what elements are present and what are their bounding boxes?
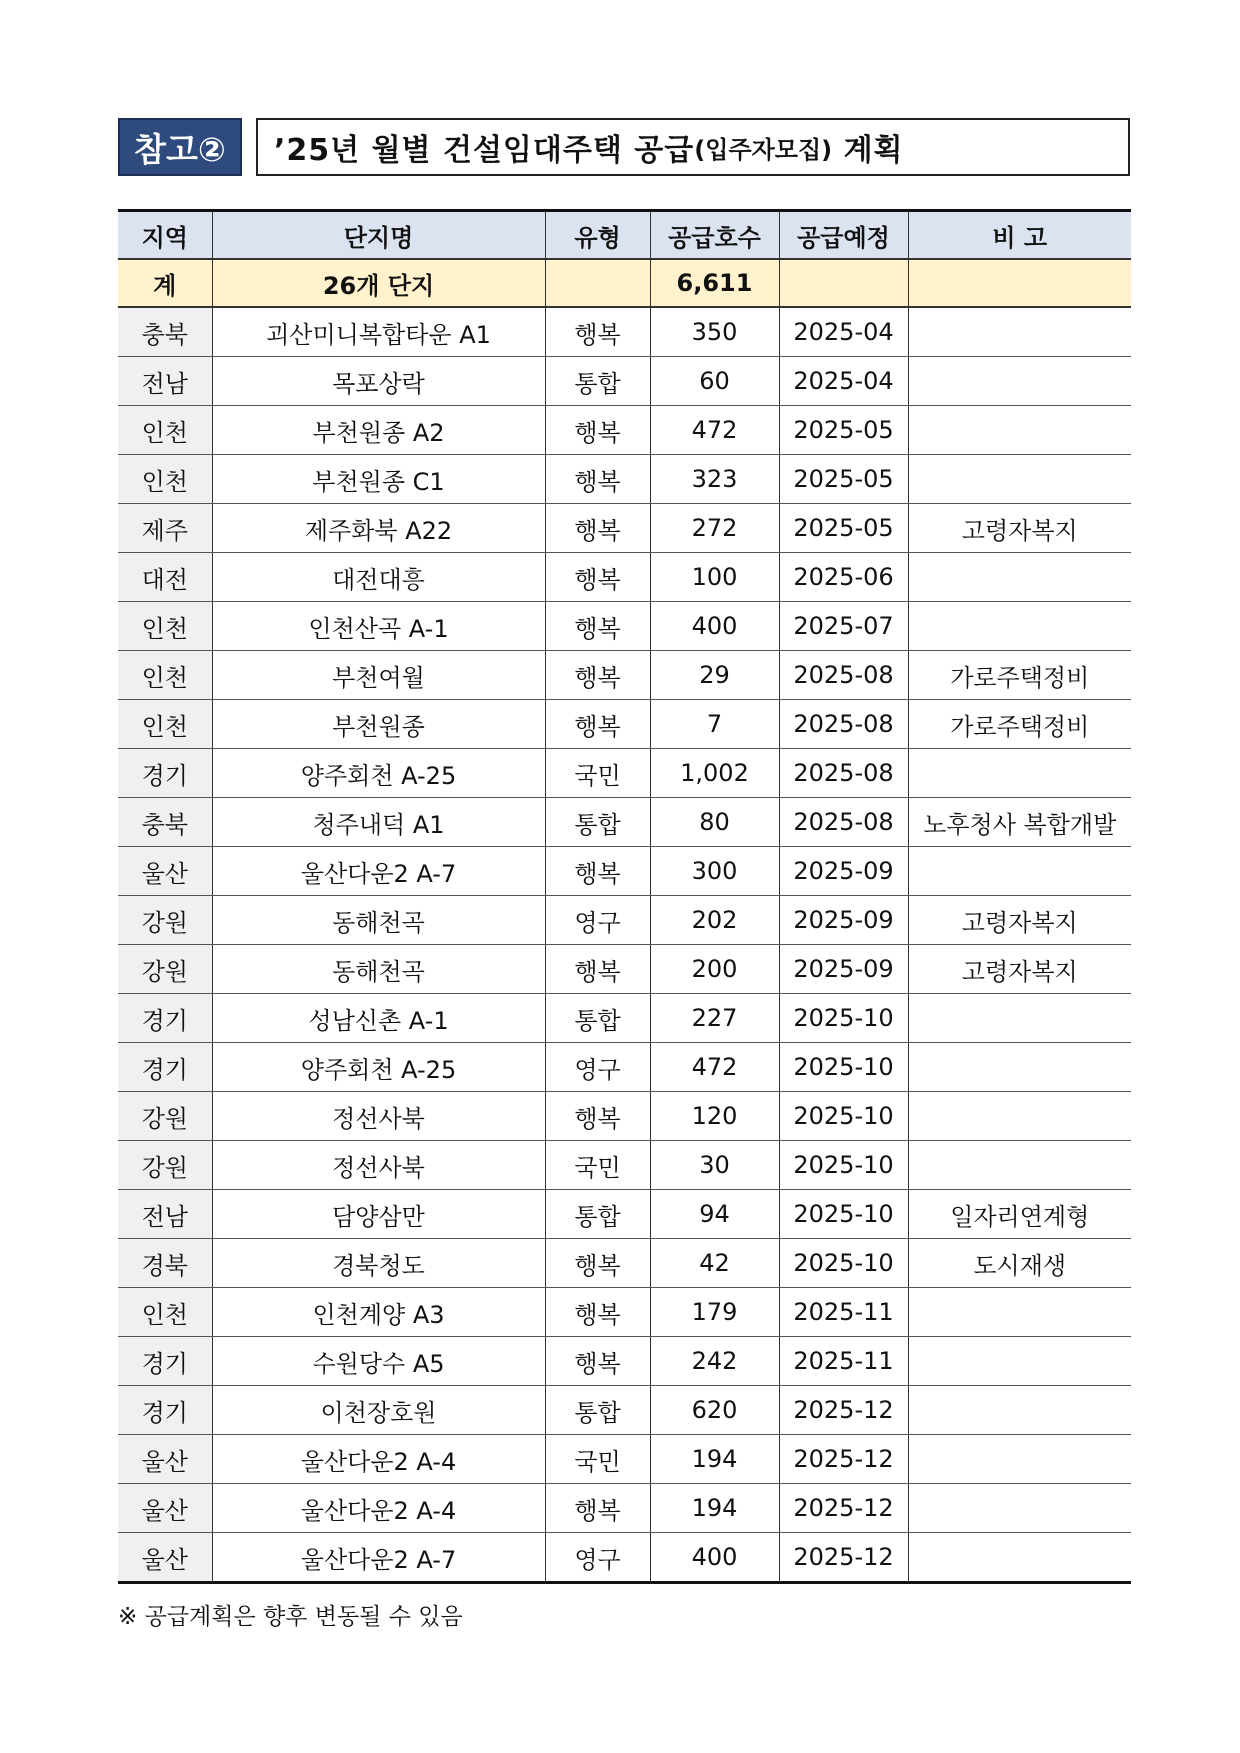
column-header-region: 지역: [118, 211, 212, 260]
date-cell: 2025-05: [779, 406, 908, 455]
units-cell: 194: [650, 1484, 779, 1533]
type-cell: 행복: [545, 1337, 650, 1386]
units-cell: 472: [650, 406, 779, 455]
complex-cell: 양주회천 A-25: [212, 749, 545, 798]
type-cell: 국민: [545, 1435, 650, 1484]
date-cell: 2025-04: [779, 357, 908, 406]
region-cell: 경북: [118, 1239, 212, 1288]
type-cell: 행복: [545, 307, 650, 357]
note-cell: [908, 357, 1131, 406]
date-cell: 2025-09: [779, 847, 908, 896]
units-cell: 242: [650, 1337, 779, 1386]
date-cell: 2025-05: [779, 455, 908, 504]
table-row: [118, 1043, 1131, 1092]
units-cell: 94: [650, 1190, 779, 1239]
note-cell: [908, 1484, 1131, 1533]
complex-cell: 대전대흥: [212, 553, 545, 602]
table-header-row: [118, 211, 1131, 260]
note-cell: 가로주택정비: [908, 700, 1131, 749]
total-row: [118, 259, 1131, 307]
region-cell: 전남: [118, 1190, 212, 1239]
units-cell: 400: [650, 1533, 779, 1583]
table-row: [118, 994, 1131, 1043]
units-cell: 300: [650, 847, 779, 896]
type-cell: 통합: [545, 1386, 650, 1435]
table-row: [118, 1484, 1131, 1533]
note-cell: 고령자복지: [908, 896, 1131, 945]
date-cell: 2025-10: [779, 994, 908, 1043]
note-cell: [908, 406, 1131, 455]
date-cell: 2025-04: [779, 307, 908, 357]
table-row: [118, 1435, 1131, 1484]
type-cell: 영구: [545, 896, 650, 945]
date-cell: 2025-07: [779, 602, 908, 651]
region-cell: 대전: [118, 553, 212, 602]
complex-cell: 정선사북: [212, 1092, 545, 1141]
units-cell: 472: [650, 1043, 779, 1092]
date-cell: 2025-11: [779, 1288, 908, 1337]
table-row: [118, 602, 1131, 651]
table-row: [118, 1141, 1131, 1190]
date-cell: 2025-05: [779, 504, 908, 553]
complex-cell: 괴산미니복합타운 A1: [212, 307, 545, 357]
note-cell: [908, 1435, 1131, 1484]
table-row: [118, 307, 1131, 357]
units-cell: 100: [650, 553, 779, 602]
units-cell: 400: [650, 602, 779, 651]
note-cell: [908, 847, 1131, 896]
note-cell: [908, 1288, 1131, 1337]
note-cell: [908, 1386, 1131, 1435]
table-row: [118, 700, 1131, 749]
complex-cell: 정선사북: [212, 1141, 545, 1190]
region-cell: 울산: [118, 1484, 212, 1533]
complex-cell: 부천원종: [212, 700, 545, 749]
complex-cell: 울산다운2 A-7: [212, 847, 545, 896]
column-header-complex: 단지명: [212, 211, 545, 260]
type-cell: 국민: [545, 749, 650, 798]
table-row: [118, 896, 1131, 945]
table-row: [118, 1092, 1131, 1141]
table-row: [118, 1533, 1131, 1583]
type-cell: 행복: [545, 406, 650, 455]
complex-cell: 이천장호원: [212, 1386, 545, 1435]
total-note: [908, 259, 1131, 307]
date-cell: 2025-08: [779, 651, 908, 700]
units-cell: 29: [650, 651, 779, 700]
table-row: [118, 406, 1131, 455]
date-cell: 2025-10: [779, 1239, 908, 1288]
units-cell: 30: [650, 1141, 779, 1190]
column-header-note: 비 고: [908, 211, 1131, 260]
note-cell: [908, 1337, 1131, 1386]
date-cell: 2025-12: [779, 1533, 908, 1583]
note-cell: 고령자복지: [908, 504, 1131, 553]
table-row: [118, 651, 1131, 700]
page-title-end: 계획: [832, 133, 904, 168]
complex-cell: 인천계양 A3: [212, 1288, 545, 1337]
note-cell: [908, 1533, 1131, 1583]
table-row: [118, 1386, 1131, 1435]
complex-cell: 울산다운2 A-7: [212, 1533, 545, 1583]
complex-cell: 부천여월: [212, 651, 545, 700]
units-cell: 227: [650, 994, 779, 1043]
date-cell: 2025-09: [779, 945, 908, 994]
complex-cell: 양주회천 A-25: [212, 1043, 545, 1092]
note-cell: [908, 1141, 1131, 1190]
table-row: [118, 1288, 1131, 1337]
note-cell: 도시재생: [908, 1239, 1131, 1288]
units-cell: 620: [650, 1386, 779, 1435]
units-cell: 272: [650, 504, 779, 553]
table-row: [118, 847, 1131, 896]
region-cell: 충북: [118, 798, 212, 847]
table-row: [118, 749, 1131, 798]
date-cell: 2025-12: [779, 1484, 908, 1533]
region-cell: 전남: [118, 357, 212, 406]
units-cell: 179: [650, 1288, 779, 1337]
page-title-sub: (입주자모집): [694, 135, 833, 164]
total-label: 계: [118, 259, 212, 307]
units-cell: 202: [650, 896, 779, 945]
region-cell: 경기: [118, 1337, 212, 1386]
complex-cell: 수원당수 A5: [212, 1337, 545, 1386]
region-cell: 경기: [118, 1043, 212, 1092]
date-cell: 2025-10: [779, 1141, 908, 1190]
region-cell: 울산: [118, 1435, 212, 1484]
date-cell: 2025-12: [779, 1386, 908, 1435]
complex-cell: 인천산곡 A-1: [212, 602, 545, 651]
type-cell: 국민: [545, 1141, 650, 1190]
complex-cell: 동해천곡: [212, 945, 545, 994]
reference-badge: 참고②: [118, 118, 242, 176]
complex-cell: 경북청도: [212, 1239, 545, 1288]
date-cell: 2025-06: [779, 553, 908, 602]
note-cell: [908, 749, 1131, 798]
note-cell: 노후청사 복합개발: [908, 798, 1131, 847]
date-cell: 2025-10: [779, 1043, 908, 1092]
units-cell: 80: [650, 798, 779, 847]
date-cell: 2025-09: [779, 896, 908, 945]
type-cell: 행복: [545, 1288, 650, 1337]
note-cell: [908, 994, 1131, 1043]
units-cell: 350: [650, 307, 779, 357]
table-row: [118, 357, 1131, 406]
note-cell: 가로주택정비: [908, 651, 1131, 700]
region-cell: 인천: [118, 455, 212, 504]
region-cell: 강원: [118, 1092, 212, 1141]
region-cell: 경기: [118, 994, 212, 1043]
date-cell: 2025-10: [779, 1190, 908, 1239]
date-cell: 2025-08: [779, 798, 908, 847]
total-type: [545, 259, 650, 307]
complex-cell: 부천원종 C1: [212, 455, 545, 504]
units-cell: 7: [650, 700, 779, 749]
units-cell: 200: [650, 945, 779, 994]
date-cell: 2025-08: [779, 700, 908, 749]
region-cell: 울산: [118, 1533, 212, 1583]
page-title: ’25년 월별 건설임대주택 공급: [274, 133, 695, 168]
complex-cell: 울산다운2 A-4: [212, 1484, 545, 1533]
total-date: [779, 259, 908, 307]
units-cell: 323: [650, 455, 779, 504]
type-cell: 통합: [545, 357, 650, 406]
complex-cell: 부천원종 A2: [212, 406, 545, 455]
table-row: [118, 553, 1131, 602]
units-cell: 60: [650, 357, 779, 406]
note-cell: [908, 602, 1131, 651]
type-cell: 행복: [545, 700, 650, 749]
region-cell: 인천: [118, 602, 212, 651]
region-cell: 강원: [118, 1141, 212, 1190]
complex-cell: 제주화북 A22: [212, 504, 545, 553]
region-cell: 인천: [118, 651, 212, 700]
note-cell: [908, 307, 1131, 357]
type-cell: 행복: [545, 602, 650, 651]
title-box: [256, 118, 1130, 176]
total-complex: 26개 단지: [212, 259, 545, 307]
date-cell: 2025-08: [779, 749, 908, 798]
note-cell: [908, 553, 1131, 602]
type-cell: 행복: [545, 504, 650, 553]
region-cell: 인천: [118, 406, 212, 455]
date-cell: 2025-11: [779, 1337, 908, 1386]
region-cell: 경기: [118, 1386, 212, 1435]
region-cell: 경기: [118, 749, 212, 798]
region-cell: 인천: [118, 1288, 212, 1337]
table-row: [118, 798, 1131, 847]
type-cell: 행복: [545, 1092, 650, 1141]
region-cell: 충북: [118, 307, 212, 357]
type-cell: 행복: [545, 553, 650, 602]
note-cell: [908, 1043, 1131, 1092]
note-cell: 고령자복지: [908, 945, 1131, 994]
note-cell: 일자리연계형: [908, 1190, 1131, 1239]
type-cell: 행복: [545, 945, 650, 994]
complex-cell: 담양삼만: [212, 1190, 545, 1239]
type-cell: 통합: [545, 798, 650, 847]
table-row: [118, 504, 1131, 553]
region-cell: 강원: [118, 945, 212, 994]
region-cell: 울산: [118, 847, 212, 896]
type-cell: 영구: [545, 1533, 650, 1583]
column-header-type: 유형: [545, 211, 650, 260]
date-cell: 2025-10: [779, 1092, 908, 1141]
total-units: 6,611: [650, 259, 779, 307]
type-cell: 행복: [545, 847, 650, 896]
date-cell: 2025-12: [779, 1435, 908, 1484]
region-cell: 인천: [118, 700, 212, 749]
column-header-date: 공급예정: [779, 211, 908, 260]
supply-plan-table: [118, 209, 1131, 1584]
type-cell: 통합: [545, 1190, 650, 1239]
complex-cell: 목포상락: [212, 357, 545, 406]
page-header: [118, 118, 1130, 176]
units-cell: 120: [650, 1092, 779, 1141]
table-row: [118, 1239, 1131, 1288]
table-row: [118, 1337, 1131, 1386]
table-row: [118, 455, 1131, 504]
complex-cell: 울산다운2 A-4: [212, 1435, 545, 1484]
units-cell: 1,002: [650, 749, 779, 798]
complex-cell: 청주내덕 A1: [212, 798, 545, 847]
table-row: [118, 1190, 1131, 1239]
type-cell: 행복: [545, 1484, 650, 1533]
complex-cell: 동해천곡: [212, 896, 545, 945]
type-cell: 영구: [545, 1043, 650, 1092]
note-cell: [908, 455, 1131, 504]
complex-cell: 성남신촌 A-1: [212, 994, 545, 1043]
column-header-units: 공급호수: [650, 211, 779, 260]
type-cell: 행복: [545, 651, 650, 700]
region-cell: 제주: [118, 504, 212, 553]
units-cell: 42: [650, 1239, 779, 1288]
table-row: [118, 945, 1131, 994]
type-cell: 통합: [545, 994, 650, 1043]
note-cell: [908, 1092, 1131, 1141]
region-cell: 강원: [118, 896, 212, 945]
footnote: ※ 공급계획은 향후 변동될 수 있음: [118, 1604, 463, 1630]
type-cell: 행복: [545, 455, 650, 504]
type-cell: 행복: [545, 1239, 650, 1288]
units-cell: 194: [650, 1435, 779, 1484]
